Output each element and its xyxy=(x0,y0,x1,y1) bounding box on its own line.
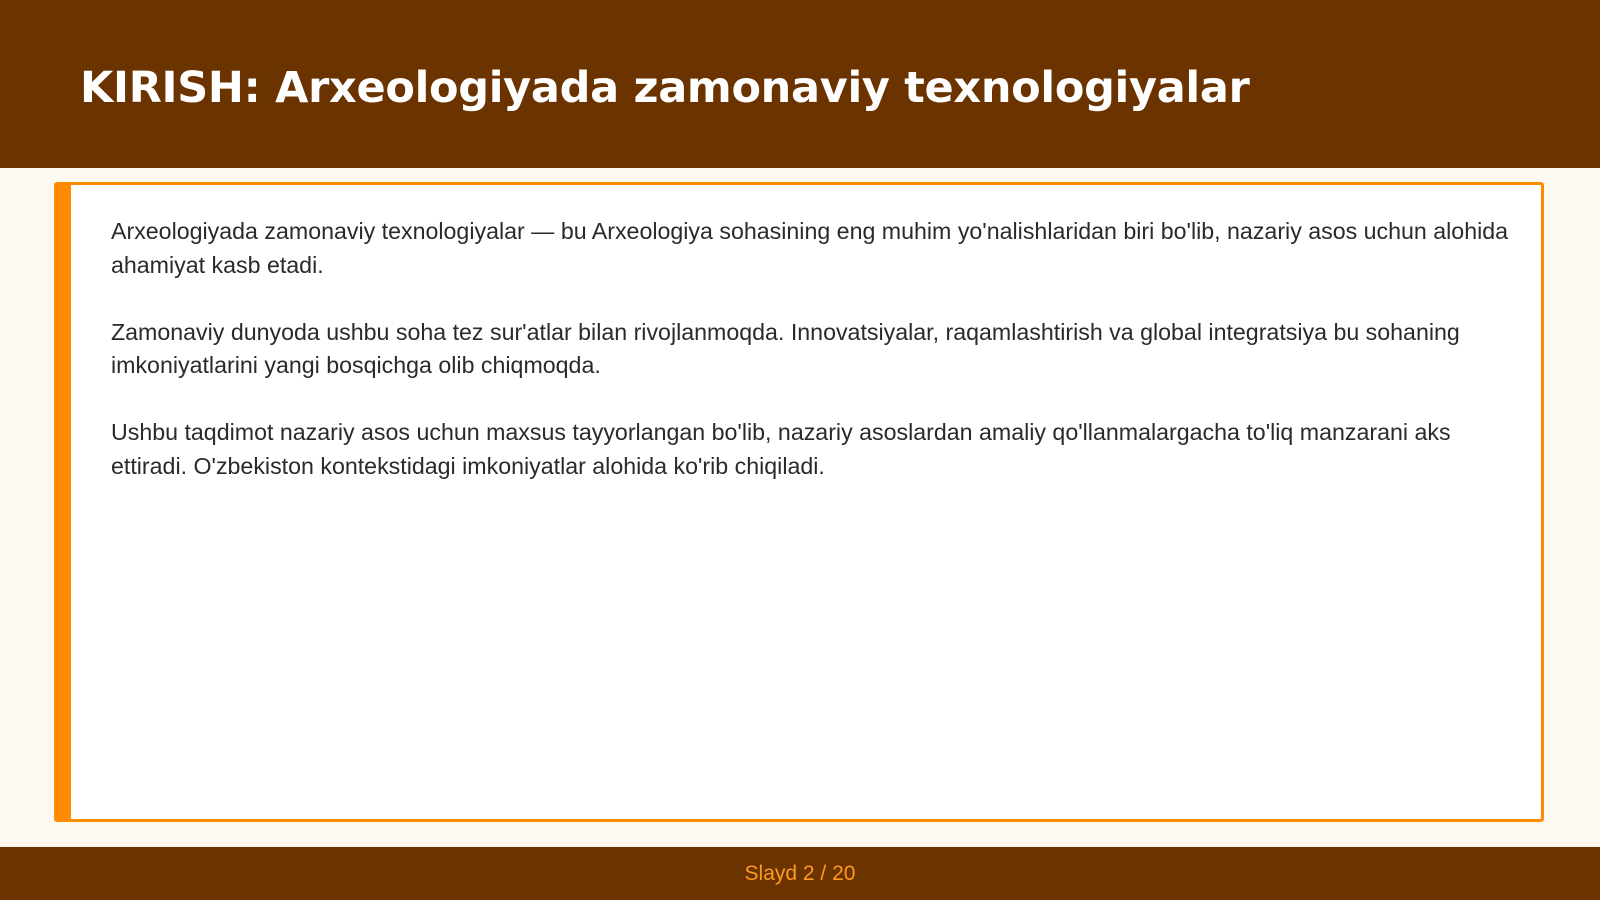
development-paragraph: Zamonaviy dunyoda ushbu soha tez sur'atlar bilan rivojlanmoqda. Innovatsiyalar, raqamlashtirish va global integratsiya bu sohaning imkoniyatlarini yangi bosqichga olib chiqmoqda. xyxy=(111,318,1460,378)
slide-header xyxy=(0,0,1600,168)
slide-body xyxy=(111,215,1511,517)
intro-paragraph: Arxeologiyada zamonaviy texnologiyalar — bu Arxeologiya sohasining eng muhim yo'nalishlaridan biri bo'lib, nazariy asos uchun alohida ahamiyat kasb etadi. xyxy=(111,218,1509,278)
slide-number: Slayd 2 / 20 xyxy=(744,862,856,885)
slide-title: KIRISH: Arxeologiyada zamonaviy texnologiyalar xyxy=(80,63,1250,113)
content-box xyxy=(54,182,1544,822)
slide-footer xyxy=(0,847,1600,900)
presentation-scope-paragraph: Ushbu taqdimot nazariy asos uchun maxsus tayyorlangan bo'lib, nazariy asoslardan amaliy qo'llanmalargacha to'liq manzarani aks ettiradi. O'zbekiston kontekstidagi imkoniyatlar alohida ko'rib chiqiladi. xyxy=(111,419,1451,479)
